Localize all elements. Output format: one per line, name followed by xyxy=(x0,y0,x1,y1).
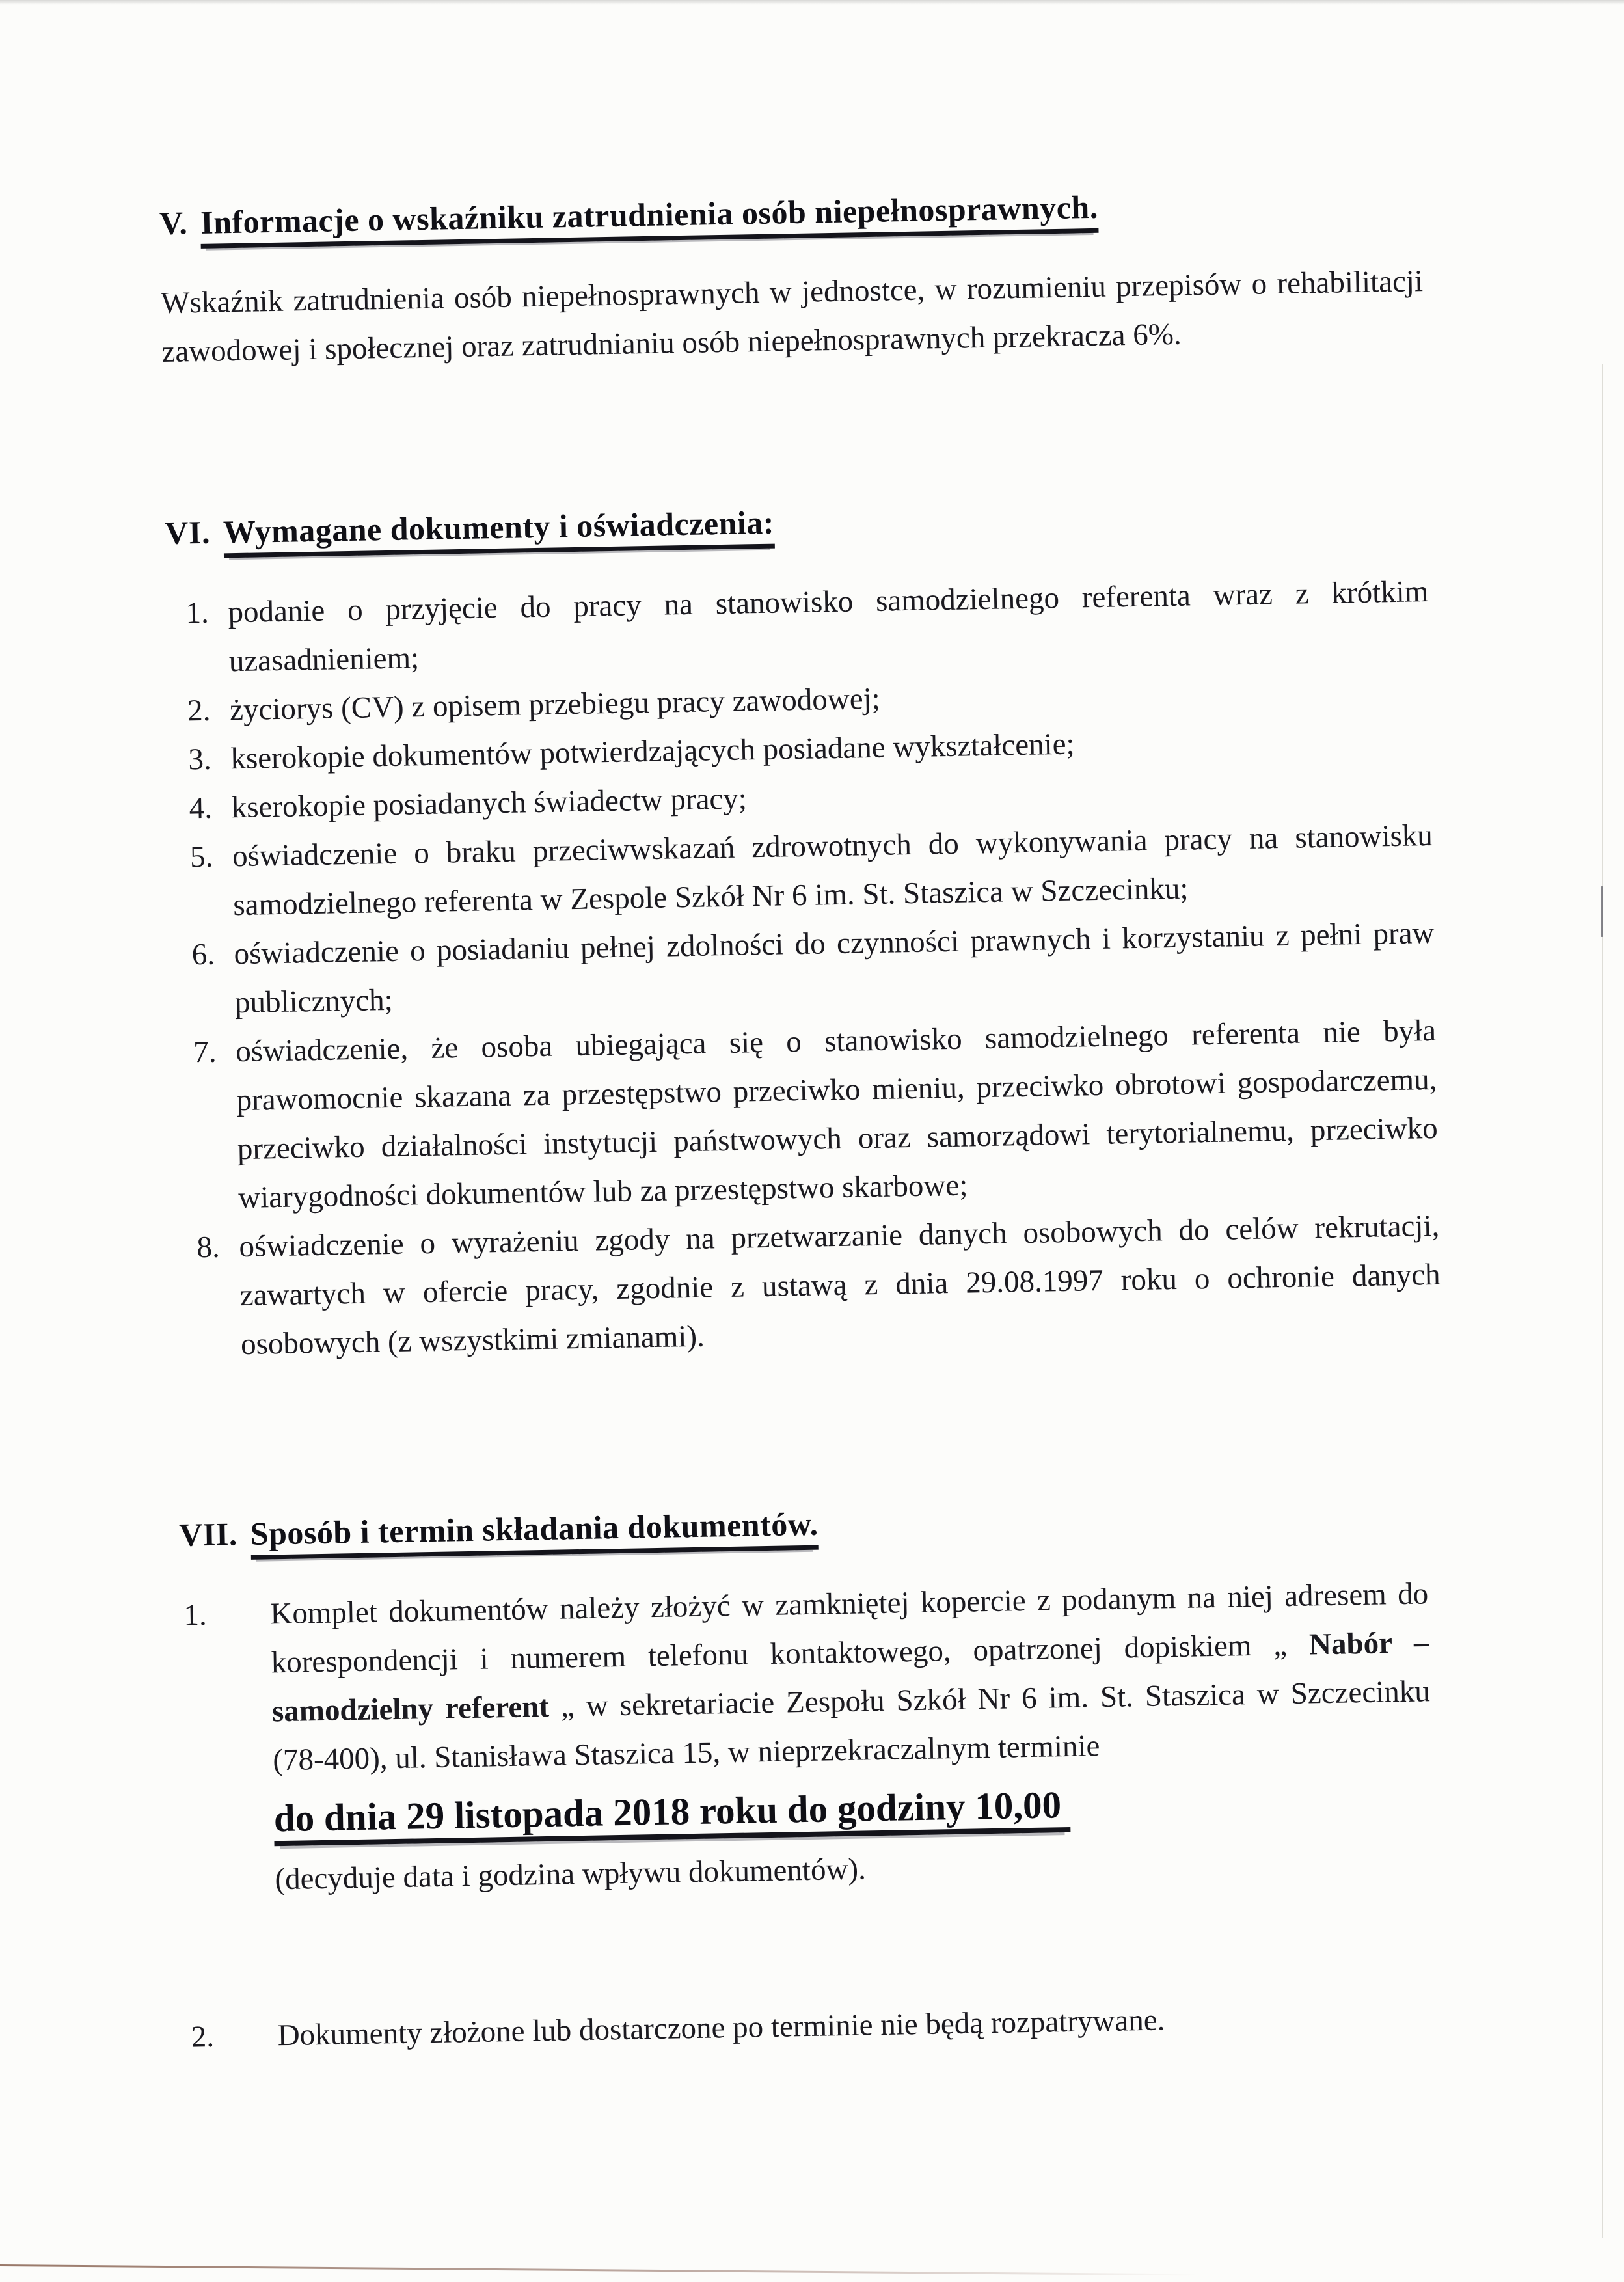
section-v-heading xyxy=(159,180,1455,243)
list-item-text: podanie o przyjęcie do pracy na stanowisko samodzielnego referenta wraz z krótkim uzasadnieniem; xyxy=(228,575,1429,679)
list-item-text: oświadczenie o braku przeciwwskazań zdrowotnych do wykonywania pracy na stanowisku samodzielnego referenta w Zespole Szkół Nr 6 im. St. Staszica w Szczecinku; xyxy=(232,818,1433,923)
list-item-number: 1. xyxy=(185,595,210,631)
section-vi-heading xyxy=(165,490,1460,553)
section-v-paragraph: Wskaźnik zatrudnienia osób niepełnosprawnych w jednostce, w rozumieniu przepisów o rehabilitacji zawodowej i społecznej oraz zatrudnianiu osób niepełnosprawnych przekracza 6%. xyxy=(160,264,1424,369)
list-item xyxy=(191,1990,1496,2062)
section-v-number: V. xyxy=(159,204,188,241)
list-item-number: 2. xyxy=(191,2019,215,2054)
list-item-text: oświadczenie o wyrażeniu zgody na przetwarzanie danych osobowych do celów rekrutacji, zawartych w ofercie pracy, zgodnie z ustawą z dnia 29.08.1997 roku o ochronie danych osobowych (z wszystkimi zmianami). xyxy=(239,1208,1441,1362)
list-item-number: 6. xyxy=(191,937,215,972)
deadline-note: (decyduje data i godzina wpływu dokumentów). xyxy=(275,1852,867,1897)
submission-text-after: „ w sekretariacie Zespołu Szkół Nr 6 im. St. Staszica w Szczecinku (78-400), ul. Stanisława Staszica 15, w nieprzekraczalnym terminie xyxy=(272,1674,1431,1778)
list-item-number: 2. xyxy=(187,693,211,728)
deadline-text: do dnia 29 listopada 2018 roku do godziny 10,00 xyxy=(273,1783,1071,1846)
section-vi xyxy=(165,490,1474,1370)
list-item xyxy=(183,1569,1493,1906)
submission-instructions xyxy=(270,1569,1433,1904)
section-vi-title: Wymagane dokumenty i oświadczenia: xyxy=(223,504,774,558)
list-item-number: 5. xyxy=(189,839,213,875)
list-item-number: 4. xyxy=(189,791,213,826)
section-vii xyxy=(179,1492,1496,2062)
scan-top-edge-shadow xyxy=(0,0,1624,5)
required-documents-list xyxy=(185,567,1474,1370)
list-item-text: kserokopie posiadanych świadectw pracy; xyxy=(231,781,748,825)
section-vii-number: VII. xyxy=(178,1515,238,1553)
submission-text-before: Komplet dokumentów należy złożyć w zamkniętej kopercie z podanym na niej adresem do korespondencji i numerem telefonu kontaktowego, opatrzonej dopiskiem „ xyxy=(269,1577,1429,1680)
list-item-number: 7. xyxy=(193,1035,217,1070)
list-item xyxy=(193,1006,1472,1223)
scan-right-edge-line xyxy=(1602,364,1603,2238)
list-item xyxy=(196,1201,1474,1370)
submission-envelope-label: Nabór – samodzielny referent xyxy=(271,1625,1429,1729)
list-item-text: oświadczenie o posiadaniu pełnej zdolności do czynności prawnych i korzystaniu z pełni praw publicznych; xyxy=(234,916,1435,1020)
submission-list xyxy=(183,1569,1496,2062)
section-v-title: Informacje o wskaźniku zatrudnienia osób niepełnosprawnych. xyxy=(200,189,1099,249)
section-vii-heading xyxy=(179,1492,1487,1555)
scan-right-edge-mark xyxy=(1601,886,1603,937)
list-item-text: oświadczenie, że osoba ubiegająca się o stanowisko samodzielnego referenta nie była prawomocnie skazana za przestępstwo przeciwko mieniu, przeciwko obrotowi gospodarczemu, przeciwko działalności instytucji państwowych oraz samorządowi terytorialnemu, przeciwko wiarygodności dokumentów lub za przestępstwo skarbowe; xyxy=(235,1013,1439,1216)
list-item-text: kserokopie dokumentów potwierdzających posiadane wykształcenie; xyxy=(230,727,1075,776)
list-item-text: życiorys (CV) z opisem przebiegu pracy zawodowej; xyxy=(229,681,881,727)
late-documents-notice: Dokumenty złożone lub dostarczone po terminie nie będą rozpatrywane. xyxy=(277,2003,1165,2053)
list-item-number: 3. xyxy=(187,742,212,777)
section-vii-title: Sposób i termin składania dokumentów. xyxy=(250,1506,819,1560)
section-v xyxy=(159,180,1457,377)
list-item-number: 1. xyxy=(183,1598,208,1633)
section-vi-number: VI. xyxy=(164,513,211,551)
list-item-number: 8. xyxy=(196,1230,221,1265)
